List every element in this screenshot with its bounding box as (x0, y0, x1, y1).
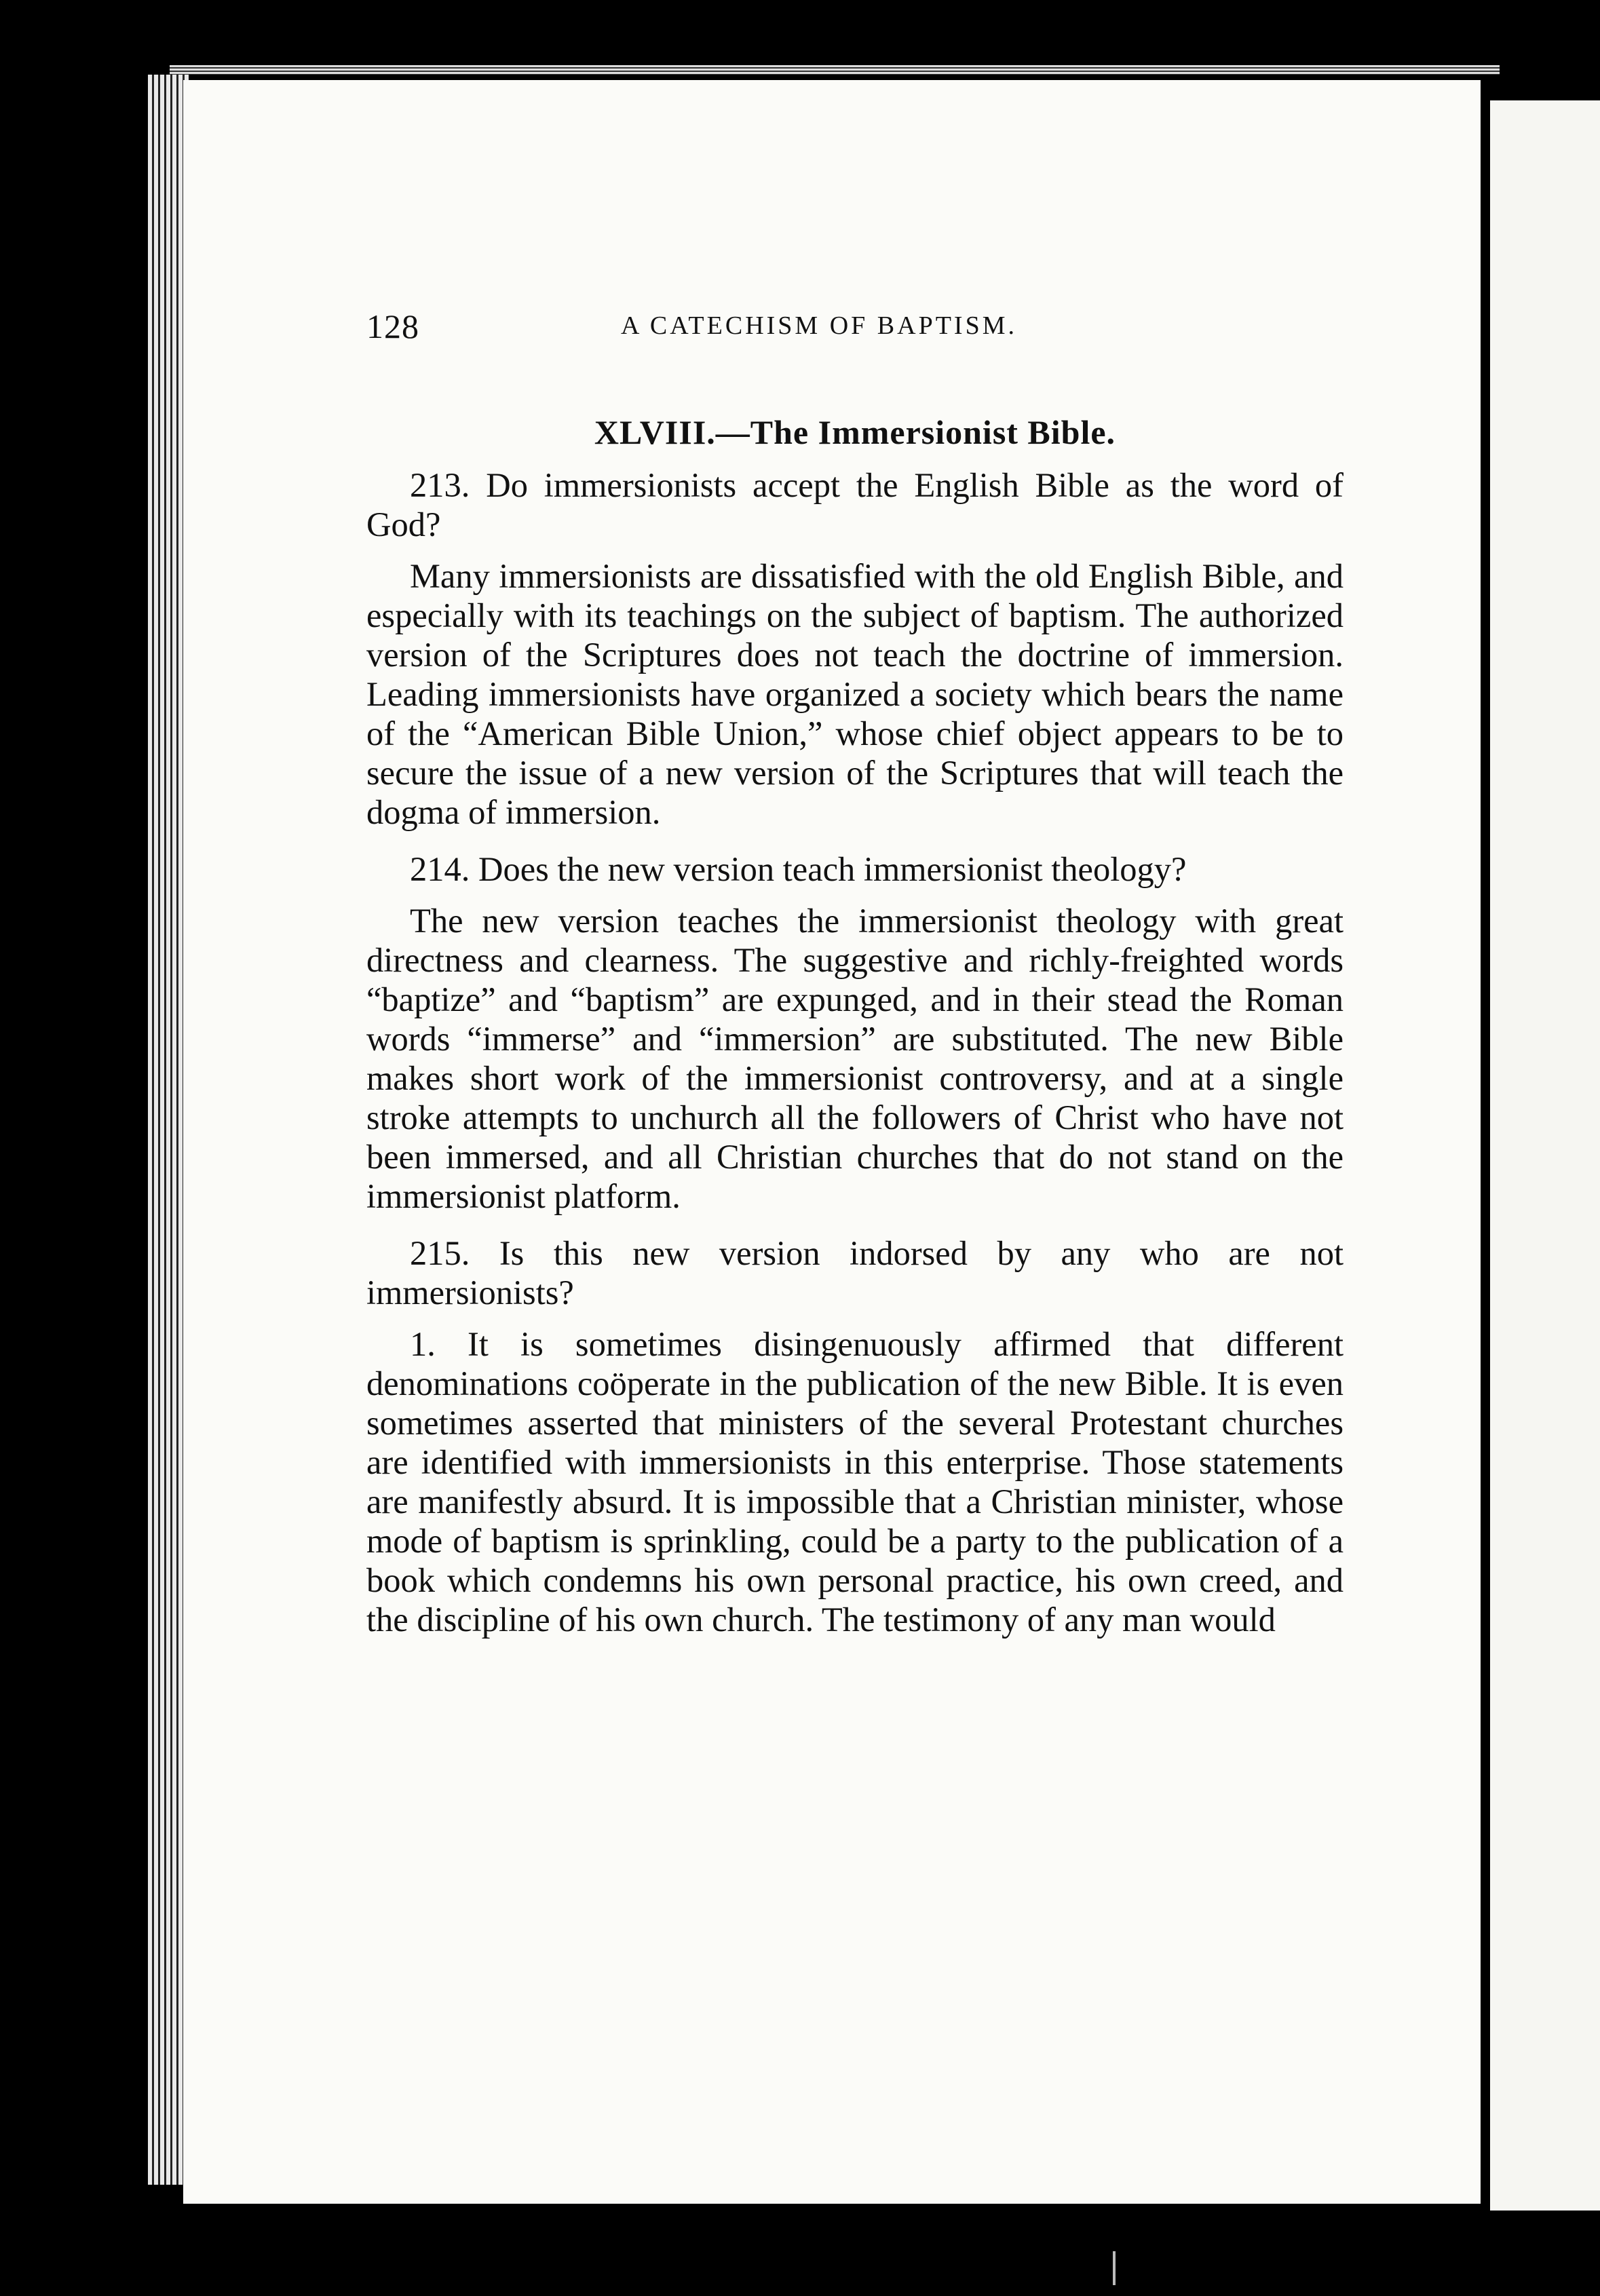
answer-213: Many immersionists are dissatisfied with the old English Bible, and especially with its teachings on the subject of baptism. The authorized version of the Scriptures does not teach the doctrine of immersion. Leading immersionists have organized a society which bears the name of the “American Bible Union,” whose chief object appears to be to secure the issue of a new version of the Scriptures that will teach the dogma of immersion. (366, 557, 1344, 831)
chapter-heading: XLVIII.—The Immersionist Bible. (594, 413, 1116, 451)
question-214: 214. Does the new version teach immersionist theology? (410, 850, 1187, 888)
running-title: A CATECHISM OF BAPTISM. (621, 311, 1017, 340)
question-215: 215. Is this new version indorsed by any who are not immersionists? (366, 1234, 1344, 1312)
page-number: 128 (366, 307, 419, 345)
scan-artifact (1113, 2251, 1116, 2285)
answer-214: The new version teaches the immersionist theology with great directness and clearness. The suggestive and richly-freighted words “baptize” and “baptism” are expunged, and in their stead the Roman words “immerse” and “immersion” are substituted. The new Bible makes short work of the immersionist controversy, and at a single stroke attempts to unchurch all the followers of Christ who have not been immersed, and all Christian churches that do not stand on the immersionist platform. (366, 902, 1344, 1215)
book-page-edges (148, 75, 189, 2185)
running-head (366, 307, 1344, 347)
question-213: 213. Do immersionists accept the English Bible as the word of God? (366, 466, 1344, 543)
page-body (366, 413, 1344, 1657)
book-top-edge (170, 65, 1500, 75)
facing-page-edge (1490, 100, 1600, 2211)
answer-215: 1. It is sometimes disingenuously affirmed that different denominations coöperate in the publication of the new Bible. It is even sometimes asserted that ministers of the several Protestant churches are identified with immersionists in this enterprise. Those statements are manifestly absurd. It is impossible that a Christian minister, whose mode of baptism is sprinkling, could be a party to the publication of a book which condemns his own personal practice, his own creed, and the discipline of his own church. The testimony of any man would (366, 1325, 1344, 1639)
